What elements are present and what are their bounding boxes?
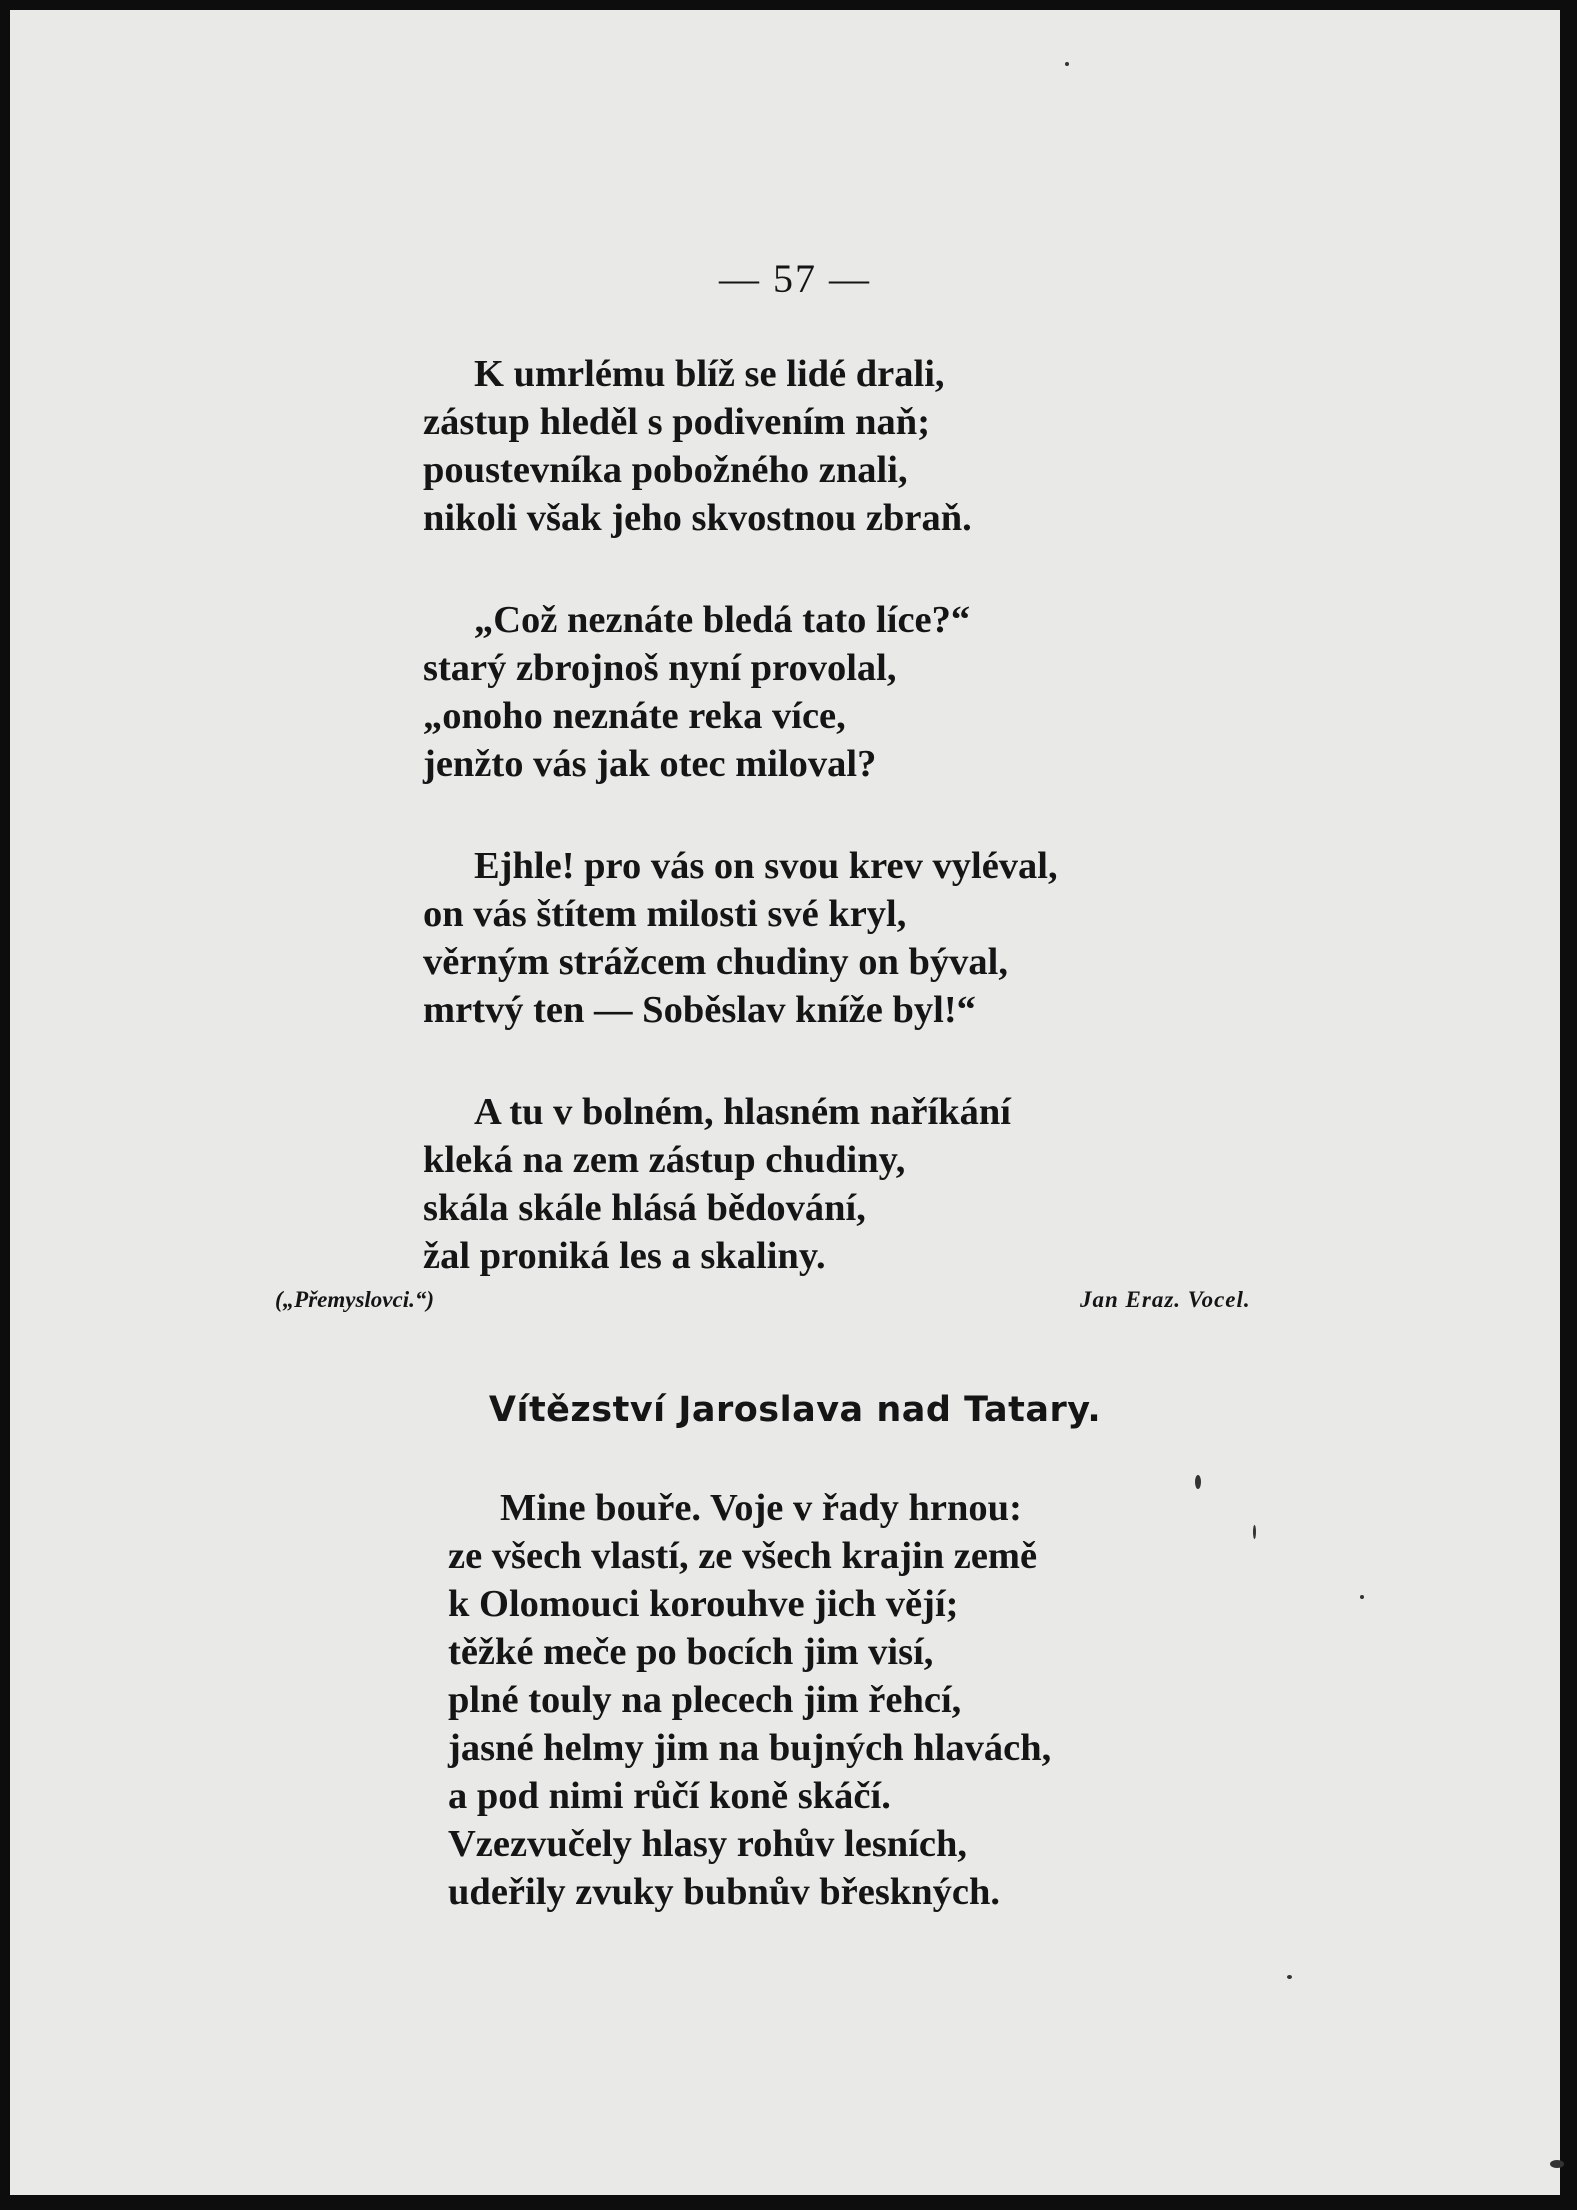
stanza-1 <box>423 350 972 542</box>
stanza-3 <box>423 842 1058 1034</box>
verse-line: poustevníka pobožného znali, <box>423 449 908 491</box>
scan-speck <box>1360 1595 1364 1599</box>
page-number: — 57 — <box>719 256 871 301</box>
scan-speck <box>1253 1525 1256 1539</box>
verse-line: Ejhle! pro vás on svou krev vyléval, <box>474 845 1058 887</box>
verse-line: plné touly na plecech jim řehcí, <box>448 1679 962 1721</box>
verse-line: ze všech vlastí, ze všech krajin země <box>448 1535 1038 1577</box>
verse-line: „onoho neznáte reka více, <box>423 695 846 737</box>
verse-line: a pod nimi růčí koně skáčí. <box>448 1775 891 1817</box>
verse-line: on vás štítem milosti své kryl, <box>423 893 907 935</box>
verse-line: skála skále hlásá bědování, <box>423 1187 866 1229</box>
scan-speck <box>1195 1475 1201 1489</box>
poem-2-stanza <box>448 1484 1051 1916</box>
scan-speck <box>1550 2160 1564 2168</box>
poem-title: Vítězství Jaroslava nad Tatary. <box>488 1390 1102 1430</box>
verse-line: starý zbrojnoš nyní provolal, <box>423 647 897 689</box>
verse-line: zástup hleděl s podivením naň; <box>423 401 931 443</box>
verse-line: k Olomouci korouhve jich vějí; <box>448 1583 959 1625</box>
verse-line: jasné helmy jim na bujných hlavách, <box>448 1727 1052 1769</box>
verse-line: Vzezvučely hlasy rohův lesních, <box>448 1823 968 1865</box>
verse-line: kleká na zem zástup chudiny, <box>423 1139 906 1181</box>
verse-line: těžké meče po bocích jim visí, <box>448 1631 934 1673</box>
verse-line: jenžto vás jak otec miloval? <box>423 743 877 785</box>
book-page <box>10 10 1560 2195</box>
verse-line: udeřily zvuky bubnův břeskných. <box>448 1871 1001 1913</box>
verse-line: žal proniká les a skaliny. <box>423 1235 826 1277</box>
verse-line: „Což neznáte bledá tato líce?“ <box>474 599 971 641</box>
scan-speck <box>1065 62 1069 66</box>
verse-line: A tu v bolném, hlasném naříkání <box>474 1091 1011 1133</box>
verse-line: Mine bouře. Voje v řady hrnou: <box>500 1487 1022 1529</box>
stanza-4 <box>423 1088 1011 1280</box>
verse-line: věrným strážcem chudiny on býval, <box>423 941 1008 983</box>
scan-speck <box>1287 1975 1292 1979</box>
poem-source: („Přemyslovci.“) <box>275 1287 435 1312</box>
verse-line: mrtvý ten — Soběslav kníže byl!“ <box>423 989 976 1031</box>
poem-author: Jan Eraz. Vocel. <box>1080 1287 1251 1312</box>
verse-line: nikoli však jeho skvostnou zbraň. <box>423 497 972 539</box>
stanza-2 <box>423 596 970 788</box>
verse-line: K umrlému blíž se lidé drali, <box>474 353 945 395</box>
